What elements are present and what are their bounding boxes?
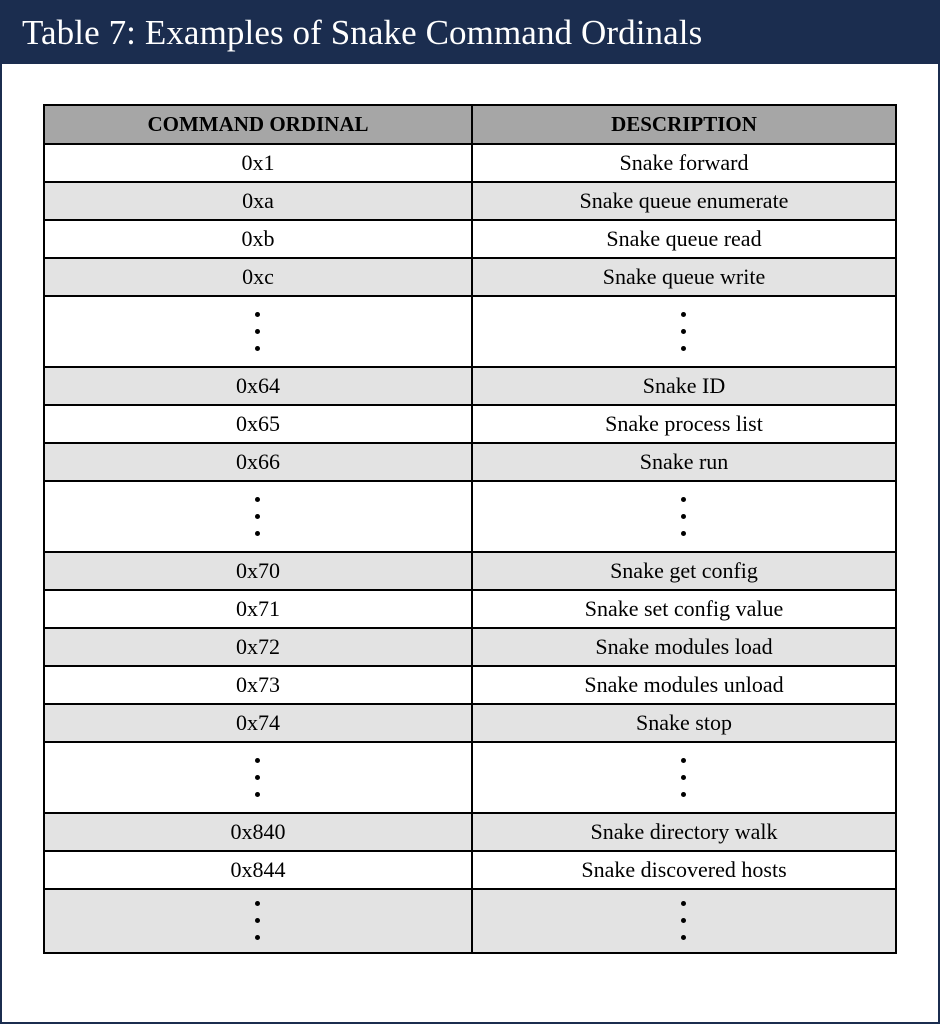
table-row [44, 704, 896, 742]
ordinal-cell: 0x74 [44, 704, 472, 742]
description-cell: Snake queue read [472, 220, 896, 258]
ordinal-cell: 0x65 [44, 405, 472, 443]
ellipsis-cell [472, 481, 896, 552]
description-cell: Snake directory walk [472, 813, 896, 851]
table-row [44, 813, 896, 851]
ordinal-cell: 0x1 [44, 144, 472, 182]
table-row [44, 666, 896, 704]
table-row [44, 182, 896, 220]
ordinal-cell: 0x71 [44, 590, 472, 628]
table-row [44, 851, 896, 889]
table-row [44, 144, 896, 182]
table-row [44, 258, 896, 296]
ordinal-cell: 0xb [44, 220, 472, 258]
ellipsis-cell [472, 742, 896, 813]
table-row [44, 590, 896, 628]
ellipsis-cell [44, 481, 472, 552]
description-cell: Snake modules load [472, 628, 896, 666]
command-ordinal-table [43, 104, 897, 954]
ellipsis-row [44, 742, 896, 813]
vertical-ellipsis-icon [681, 901, 687, 941]
description-cell: Snake get config [472, 552, 896, 590]
description-cell: Snake queue write [472, 258, 896, 296]
description-cell: Snake forward [472, 144, 896, 182]
ordinal-cell: 0x72 [44, 628, 472, 666]
column-header-description: DESCRIPTION [472, 105, 896, 144]
ellipsis-cell [472, 889, 896, 953]
ordinal-cell: 0x64 [44, 367, 472, 405]
vertical-ellipsis-icon [255, 312, 261, 352]
table-row [44, 443, 896, 481]
vertical-ellipsis-icon [255, 901, 261, 941]
table-row [44, 220, 896, 258]
table-row [44, 405, 896, 443]
table-title: Table 7: Examples of Snake Command Ordinals [22, 13, 703, 52]
title-bar [2, 2, 938, 64]
table-row [44, 367, 896, 405]
ellipsis-row [44, 296, 896, 367]
ellipsis-cell [44, 296, 472, 367]
ellipsis-cell [472, 296, 896, 367]
description-cell: Snake stop [472, 704, 896, 742]
description-cell: Snake process list [472, 405, 896, 443]
ordinal-cell: 0xc [44, 258, 472, 296]
ordinal-cell: 0x70 [44, 552, 472, 590]
column-header-ordinal: COMMAND ORDINAL [44, 105, 472, 144]
description-cell: Snake run [472, 443, 896, 481]
table-row [44, 552, 896, 590]
ordinal-cell: 0x73 [44, 666, 472, 704]
description-cell: Snake modules unload [472, 666, 896, 704]
table-row [44, 628, 896, 666]
description-cell: Snake queue enumerate [472, 182, 896, 220]
vertical-ellipsis-icon [681, 312, 687, 352]
ordinal-cell: 0xa [44, 182, 472, 220]
header-row [44, 105, 896, 144]
ellipsis-cell [44, 889, 472, 953]
description-cell: Snake ID [472, 367, 896, 405]
ordinal-cell: 0x844 [44, 851, 472, 889]
description-cell: Snake set config value [472, 590, 896, 628]
ellipsis-row [44, 481, 896, 552]
ordinal-cell: 0x66 [44, 443, 472, 481]
ellipsis-cell [44, 742, 472, 813]
vertical-ellipsis-icon [255, 758, 261, 798]
ordinal-cell: 0x840 [44, 813, 472, 851]
ellipsis-row [44, 889, 896, 953]
vertical-ellipsis-icon [681, 758, 687, 798]
vertical-ellipsis-icon [681, 497, 687, 537]
vertical-ellipsis-icon [255, 497, 261, 537]
description-cell: Snake discovered hosts [472, 851, 896, 889]
